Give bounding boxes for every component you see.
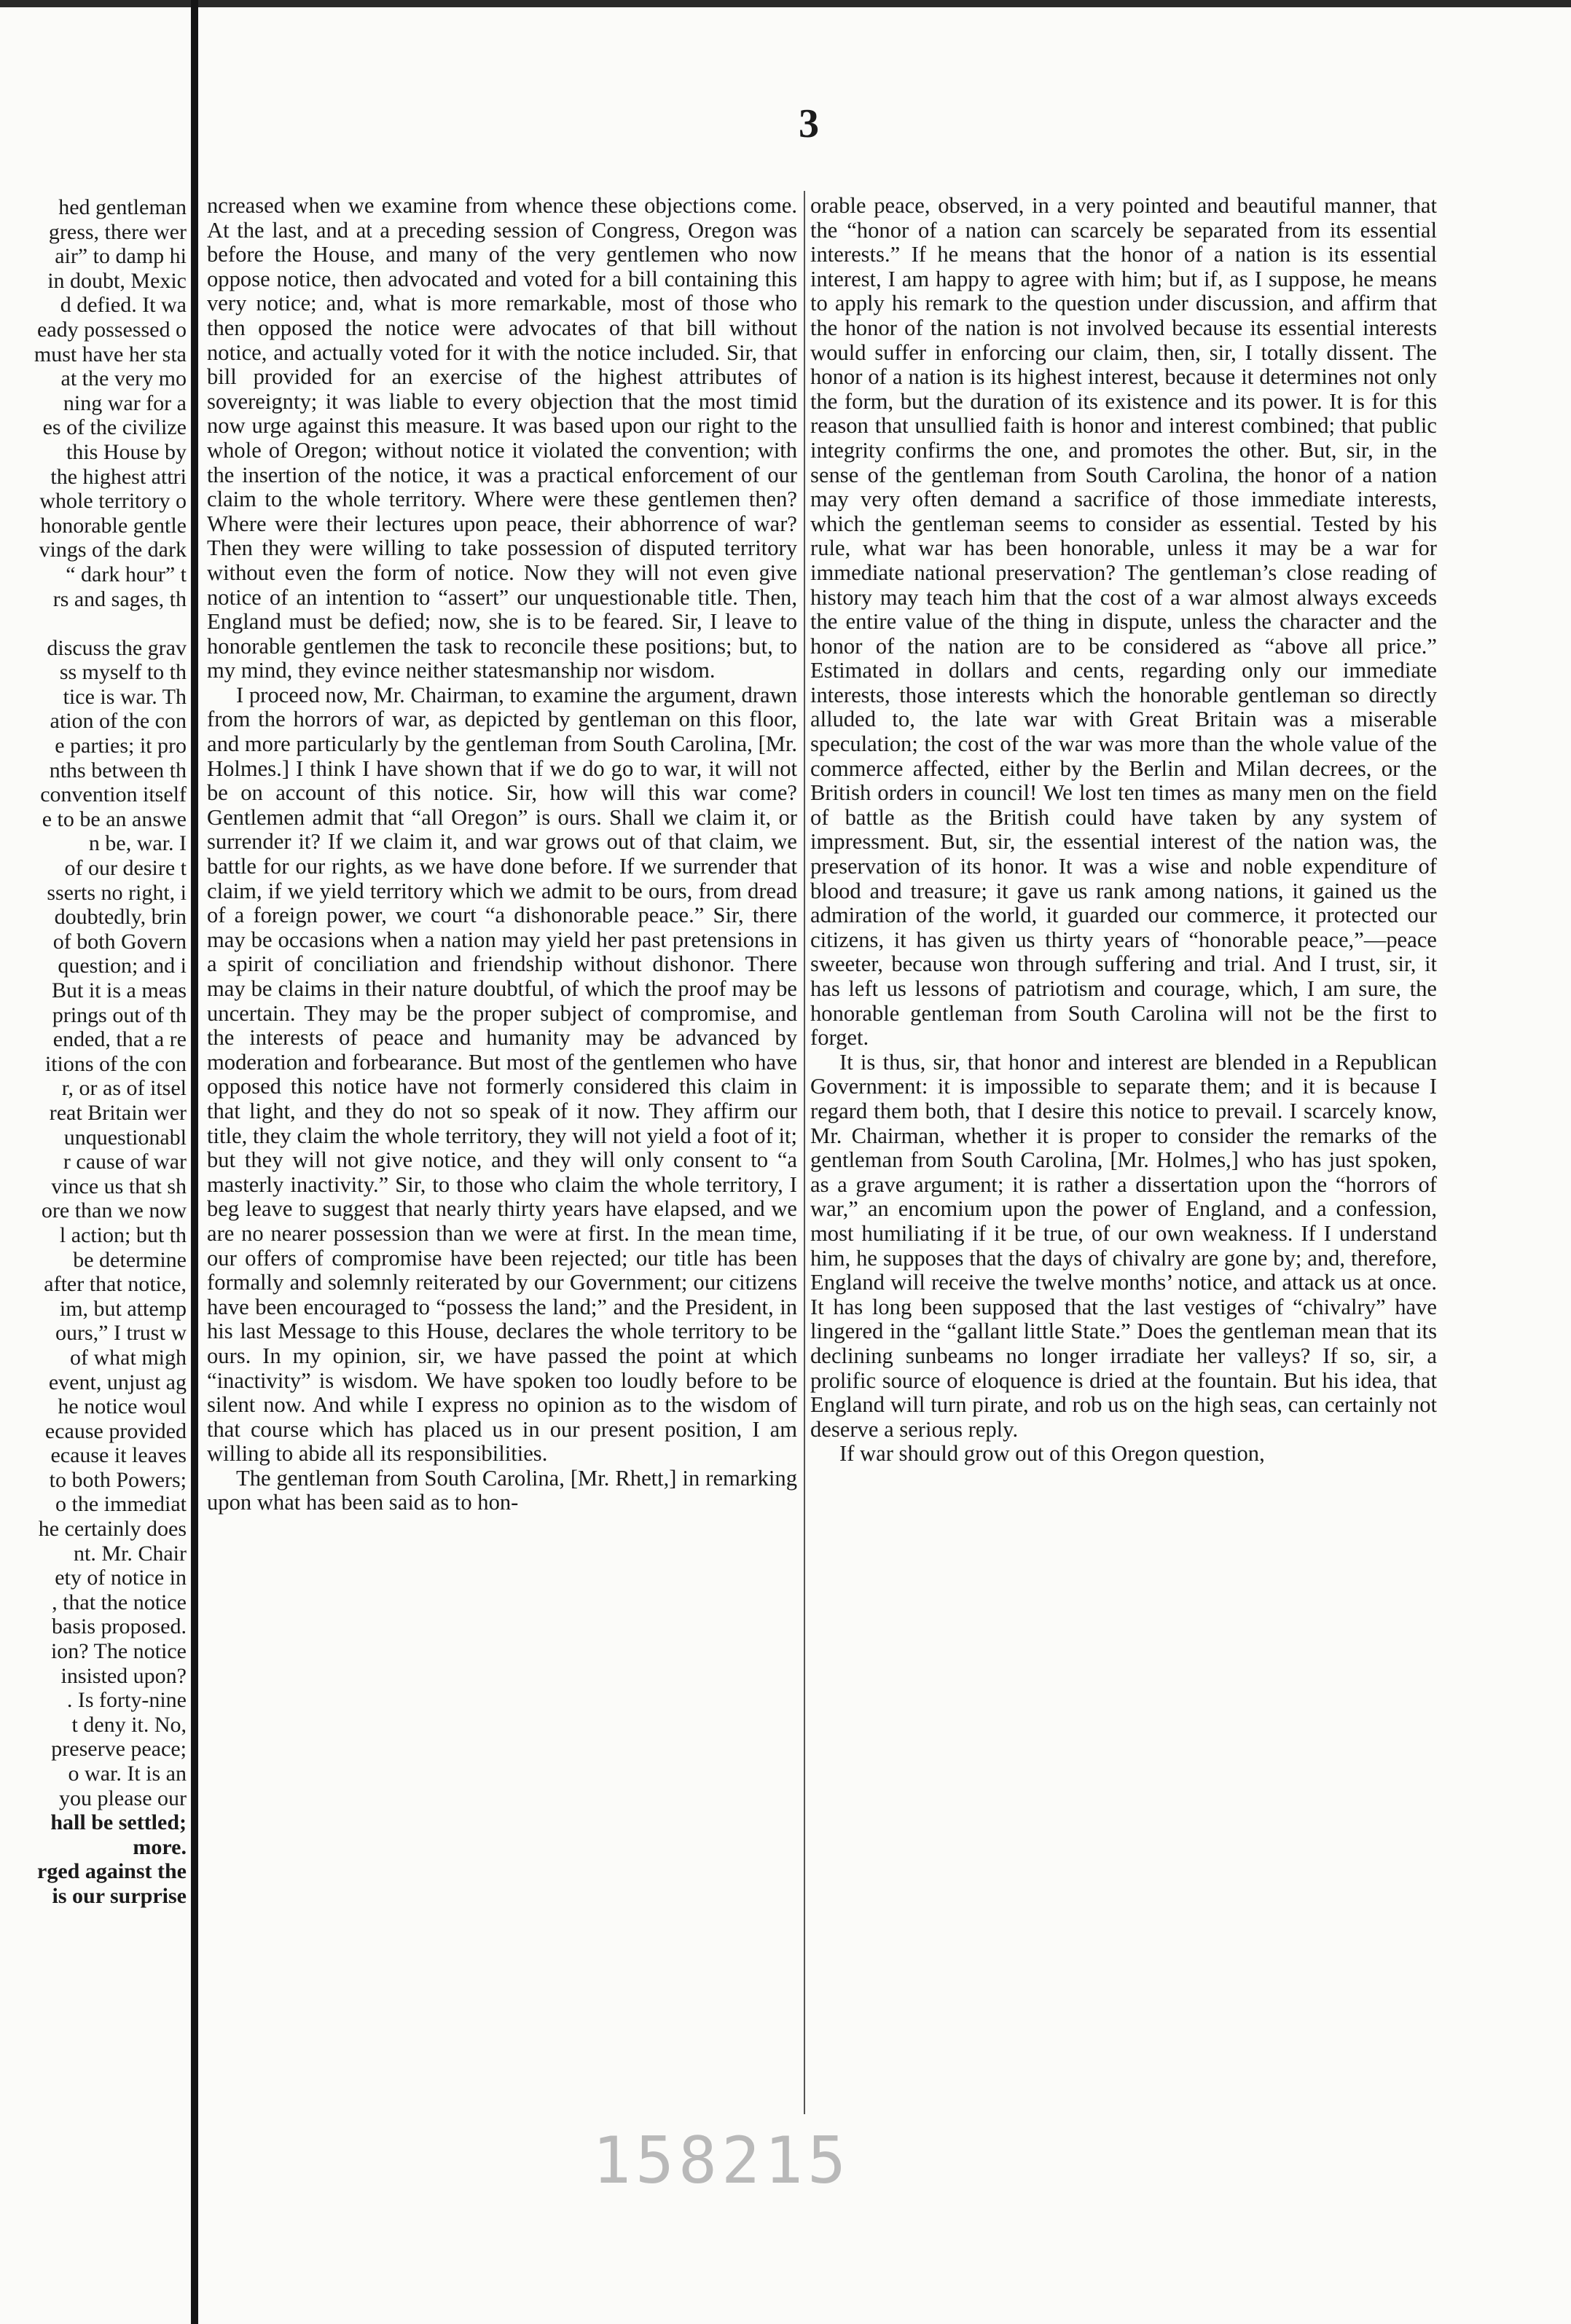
facing-page-line: honorable gentle: [40, 513, 187, 538]
page-number: 3: [799, 101, 819, 146]
facing-page-line: after that notice,: [44, 1272, 187, 1297]
facing-page-line: convention itself: [40, 782, 187, 807]
middle-column-paragraph: I proceed now, Mr. Chairman, to examine the argument, drawn from the horrors of war, as depicted by gentleman on this floor, and more particularly by the gentleman from South Carolina, [Mr. Holmes.] I think I have shown that if we do go to war, it will not be on account of this notice. Sir, how will this war come? Gentlemen admit that “all Oregon” is ours. Shall we claim it, or surrender it? If we claim it, and war grows out of that claim, we battle for our rights, as we have done before. If we surrender that claim, if we yield territory which we admit to be ours, from dread of a foreign power, we court “a dishonorable peace.” Sir, there may be occasions when a nation may yield her past pretensions in a spirit of conciliation and friendship without dishonor. There may be claims in their nature doubtful, of which the proof may be uncertain. They may be the proper subject of compromise, and the interests of peace and humanity may be advanced by moderation and forbearance. But most of the gentlemen who have opposed this notice have not formerly considered this claim in that light, and they do not so speak of it now. They affirm our title, they claim the whole territory, they will not yield a foot of it; but they will not give notice, and they will only consent to “a masterly inactivity.” Sir, to those who claim the whole territory, I beg leave to suggest that nearly thirty years have elapsed, and we are no nearer possession than we were at first. In the mean time, our offers of compromise have been rejected; our title has been formally and solemnly reiterated by our Government; our citizens have been encouraged to “possess the land;” and the President, in his last Message to this House, declares the whole territory to be ours. In my opinion, sir, we have passed the point at which “inactivity” is wisdom. We have spoken too loudly before to be silent now. And while I express no opinion as to the wisdom of that course which has placed us in our present position, I am willing to abide all its responsibilities.: [207, 682, 797, 1467]
facing-page-line: rs and sages, th: [52, 586, 187, 611]
facing-page-line: ended, that a re: [52, 1027, 187, 1052]
facing-page-line: you please our: [59, 1786, 187, 1810]
facing-page-line: to both Powers;: [49, 1467, 187, 1492]
facing-page-line: ety of notice in: [55, 1566, 187, 1590]
facing-page-line: e to be an answe: [42, 806, 187, 831]
facing-page-line: ours,” I trust w: [55, 1321, 187, 1346]
facing-page-line: whole territory o: [39, 489, 187, 514]
facing-page-line: insisted upon?: [60, 1663, 187, 1688]
facing-page-line: o war. It is an: [68, 1762, 187, 1786]
right-column-paragraph: It is thus, sir, that honor and interest are blended in a Republican Government: it is impossible to separate them; and it is because I regard them both, that I desire this notice to prevail. I scarcely know, Mr. Chairman, whether it is proper to consider the remarks of the gentleman from South Carolina, [Mr. Holmes,] who has just spoken, as a grave argument; it is rather a dissertation upon the “horrors of war,” an encomium upon the power of England, and a confession, most humiliating if it be true, of our own weakness. If I understand him, he supposes that the days of chivalry are gone by; and, therefore, England will receive the twelve months’ notice, and attack us at once. It has long been supposed that the last vestiges of “chivalry” have lingered in the “gallant little State.” Does the gentleman mean that its declining sunbeams no longer irradiate her valleys? If so, sir, a prolific source of eloquence is dried at the fountain. But his idea, that England will turn pirate, and rob us on the high seas, can certainly not deserve a serious reply.: [810, 1049, 1437, 1442]
facing-page-line: o the immediat: [55, 1492, 187, 1517]
facing-page-line: nths between th: [49, 758, 187, 782]
facing-page-line: rged against the: [37, 1859, 187, 1884]
facing-page-line: in doubt, Mexic: [47, 268, 187, 293]
facing-page-line: ning war for a: [63, 390, 187, 415]
facing-page-line: ecause it leaves: [50, 1443, 187, 1468]
facing-page-line: preserve peace;: [51, 1737, 187, 1762]
middle-column-paragraph: The gentleman from South Carolina, [Mr. Rhett,] in remarking upon what has been said as to hon-: [207, 1465, 797, 1515]
facing-page-line: ation of the con: [50, 709, 187, 734]
facing-page-line: is our surprise: [52, 1883, 187, 1908]
facing-page-line: of both Govern: [52, 929, 187, 954]
scan-top-edge: [0, 0, 1571, 7]
column-divider-rule: [804, 191, 805, 2114]
facing-page-line: r, or as of itsel: [61, 1076, 187, 1101]
facing-page-line: [0, 611, 187, 636]
facing-page-line: must have her sta: [34, 342, 187, 366]
facing-page-line: l action; but th: [59, 1222, 187, 1247]
facing-page-line: es of the civilize: [42, 415, 187, 440]
facing-page-fragment: [0, 195, 187, 2133]
facing-page-line: t deny it. No,: [71, 1712, 187, 1737]
facing-page-line: hall be settled;: [50, 1810, 187, 1835]
catalog-number-stamp: 158215: [592, 2123, 850, 2198]
facing-page-line: air” to damp hi: [55, 244, 187, 269]
facing-page-line: he certainly does: [38, 1517, 187, 1542]
facing-page-line: itions of the con: [44, 1051, 187, 1076]
middle-text-column: [207, 194, 797, 1515]
middle-column-paragraph: ncreased when we examine from whence these objections come. At the last, and at a preceding session of Congress, Oregon was before the House, and many of the very gentlemen who now oppose notice, then advocated and voted for a bill containing this very notice; and, what is more remarkable, most of those who then opposed the notice were advocates of that bill without notice, and actually voted for it with the notice included. Sir, that bill provided for an exercise of the highest attributes of sovereignty; it was liable to every objection that the most timid now urge against this measure. It was based upon our right to the whole of Oregon; without notice it violated the convention; with the insertion of the notice, it was a practical enforcement of our claim to the whole territory. Where were these gentlemen then? Where were their lectures upon peace, their abhorrence of war? Then they were willing to take possession of disputed territory without even the form of notice. Now they will not even give notice of an intention to “assert” our unquestionable title. Then, England must be defied; now, she is to be feared. Sir, I leave to honorable gentlemen the task to reconcile these positions; but, to my mind, they evince neither statesmanship nor wisdom.: [207, 193, 797, 683]
facing-page-line: event, unjust ag: [48, 1370, 187, 1394]
facing-page-line: basis proposed.: [52, 1614, 187, 1639]
facing-page-line: be determine: [73, 1247, 187, 1272]
facing-page-line: ecause provided: [44, 1418, 187, 1443]
facing-page-line: n be, war. I: [88, 831, 187, 856]
facing-page-line: r cause of war: [63, 1150, 187, 1174]
facing-page-line: sserts no right, i: [47, 880, 187, 905]
facing-page-line: of what migh: [70, 1345, 187, 1370]
facing-page-line: e parties; it pro: [55, 734, 187, 758]
binding-gutter-line: [191, 0, 198, 2324]
facing-page-line: But it is a meas: [52, 978, 187, 1002]
facing-page-line: gress, there wer: [48, 219, 187, 244]
right-column-paragraph: If war should grow out of this Oregon question,: [839, 1441, 1265, 1467]
facing-page-line: im, but attemp: [59, 1296, 187, 1321]
facing-page-line: tice is war. Th: [63, 684, 187, 709]
facing-page-line: ion? The notice: [50, 1639, 187, 1664]
facing-page-text: [0, 195, 187, 1909]
facing-page-line: ss myself to th: [59, 660, 187, 685]
facing-page-line: prings out of th: [52, 1002, 187, 1027]
facing-page-line: he notice woul: [58, 1394, 187, 1419]
facing-page-line: eady possessed o: [37, 317, 187, 342]
facing-page-line: question; and i: [58, 954, 187, 978]
facing-page-line: unquestionabl: [63, 1125, 187, 1150]
facing-page-line: vince us that sh: [51, 1174, 187, 1198]
facing-page-line: this House by: [66, 439, 187, 464]
facing-page-line: “ dark hour” t: [66, 562, 187, 586]
facing-page-line: discuss the grav: [47, 635, 187, 660]
facing-page-line: d defied. It wa: [60, 293, 187, 318]
facing-page-line: of our desire t: [64, 856, 187, 881]
facing-page-line: vings of the dark: [39, 538, 187, 562]
facing-page-line: the highest attri: [50, 464, 187, 489]
facing-page-line: . Is forty-nine: [66, 1688, 187, 1713]
facing-page-line: at the very mo: [60, 366, 187, 391]
facing-page-line: ore than we now: [41, 1198, 187, 1223]
facing-page-line: hed gentleman: [58, 195, 187, 219]
facing-page-line: , that the notice: [52, 1590, 187, 1614]
facing-page-line: nt. Mr. Chair: [74, 1541, 187, 1566]
right-column-paragraph: orable peace, observed, in a very pointed and beautiful manner, that the “honor of a nation can scarcely be separated from its essential interests.” If he means that the honor of a nation is its essential interest, I am happy to agree with him; but if, as I suppose, he means to apply his remark to the question under discussion, and affirm that the honor of the nation is not involved because its essential interests would suffer in enforcing our claim, then, sir, I totally dissent. The honor of a nation is its highest interest, because it determines not only the form, but the duration of its existence and its power. It is for this reason that unsullied faith is honor and interest combined; that public integrity confirms the one, and promotes the other. But, sir, in the sense of the gentleman from South Carolina, the honor of a nation may very often demand a sacrifice of those immediate interests, which the gentleman seems to consider as essential. Tested by his rule, what war has been honorable, unless it may be a war for immediate national preservation? The gentleman’s close reading of history may teach him that the cost of a war almost always exceeds the entire value of the thing in dispute, unless the character and the honor of the nation are to be considered as “above all price.” Estimated in dollars and cents, regarding only our immediate interests, those interests which the honorable gentleman so directly alluded to, the late war with Great Britain was a miserable speculation; the cost of the war was more than the whole value of the commerce affected, either by the Berlin and Milan decrees, or the British orders in council! We lost ten times as many men on the field of battle as the British could have taken by any system of impressment. But, sir, the essential interest of the nation was, the preservation of its honor. It was a wise and noble expenditure of blood and treasure; it gave us rank among nations, it gained us the admiration of the world, it guarded our commerce, it protected our citizens, it has given us thirty years of “honorable peace,”—peace sweeter, because won through suffering and trial. And I trust, sir, it has left us lessons of patriotism and courage, which, I am sure, the honorable gentleman from South Carolina will not be the first to forget.: [810, 193, 1437, 1051]
facing-page-line: doubtedly, brin: [54, 905, 187, 930]
facing-page-line: reat Britain wer: [49, 1100, 187, 1125]
facing-page-line: more.: [133, 1834, 187, 1859]
right-text-column: [810, 194, 1437, 1467]
